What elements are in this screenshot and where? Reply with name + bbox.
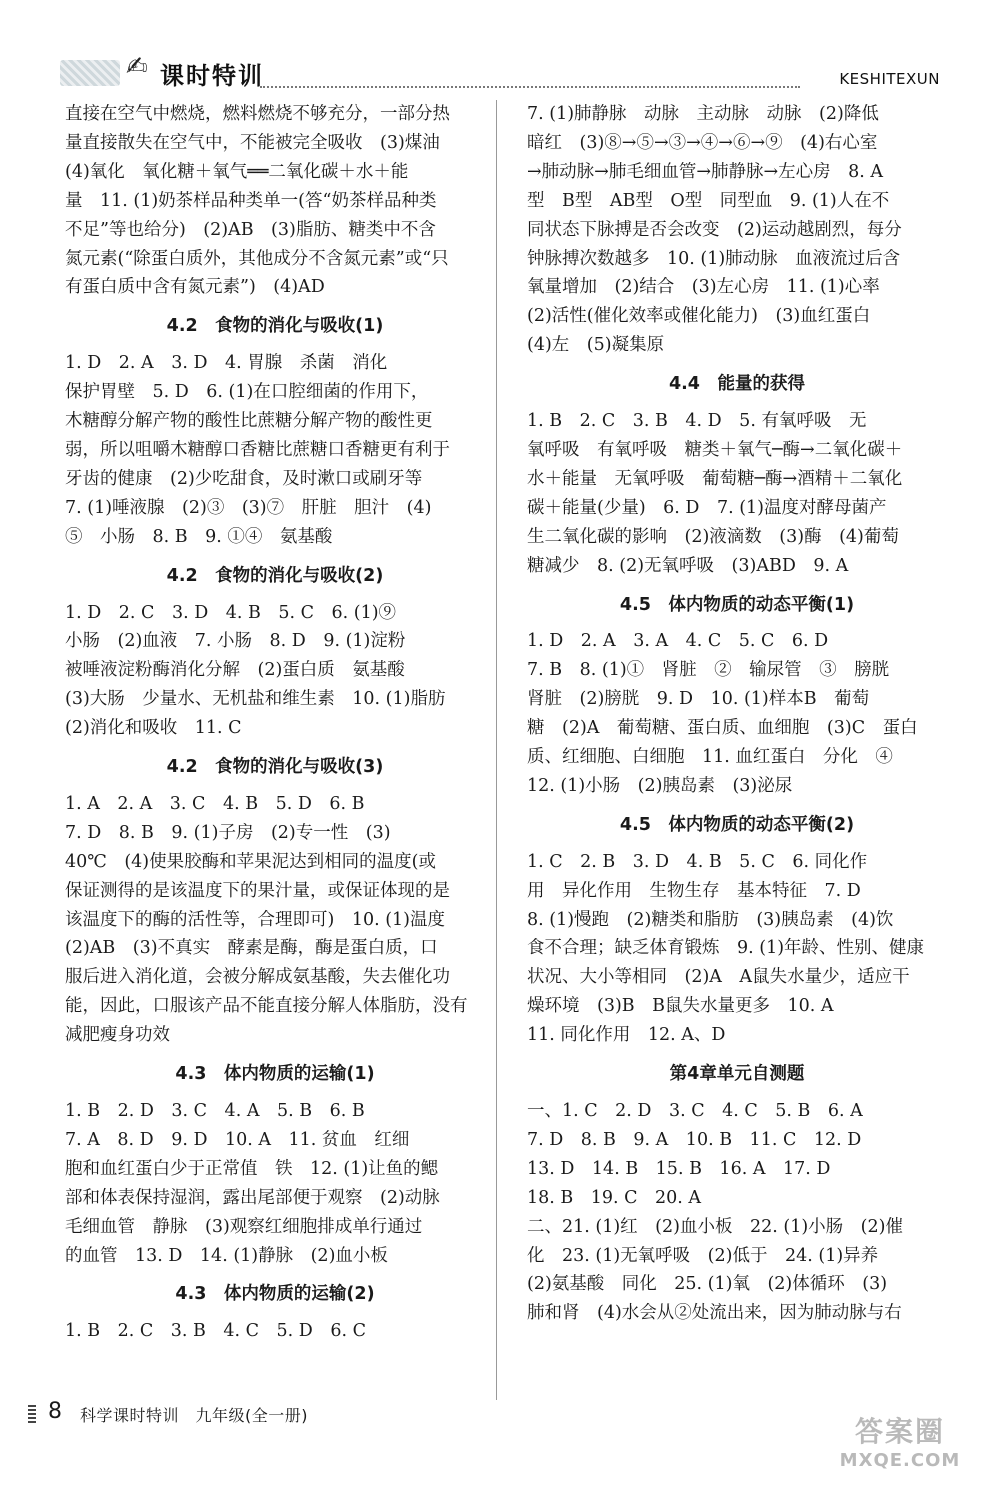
answer-line: 氧呼吸 有氧呼吸 糖类＋氧气─酶→二氧化碳＋	[527, 439, 903, 460]
answer-line: 7. (1)唾液腺 (2)③ (3)⑦ 肝脏 胆汁 (4)	[65, 497, 432, 518]
answer-line: 直接在空气中燃烧，燃料燃烧不够充分，一部分热	[65, 104, 450, 124]
answer-line: 量直接散失在空气中，不能被完全吸收 (3)煤油	[65, 132, 440, 153]
answer-line: 7. D 8. B 9. (1)子房 (2)专一性 (3)	[65, 822, 391, 843]
answer-line: 木糖醇分解产物的酸性比蔗糖分解产物的酸性更	[65, 411, 433, 432]
page-number: 8	[48, 1399, 62, 1424]
section-title: 4.2 食物的消化与吸收(1)	[166, 316, 384, 337]
watermark-url: MXQE.COM	[839, 1450, 961, 1471]
section-title: 4.3 体内物质的运输(2)	[175, 1284, 375, 1305]
page-footer	[28, 1399, 528, 1429]
answer-line: 1. C 2. B 3. D 4. B 5. C 6. 同化作	[527, 851, 868, 872]
answer-line: (2)AB (3)不真实 酵素是酶，酶是蛋白质，口	[65, 938, 438, 959]
answer-line: 牙齿的健康 (2)少吃甜食，及时漱口或刷牙等	[65, 468, 423, 489]
section-title: 4.3 体内物质的运输(1)	[175, 1064, 375, 1085]
answer-line: 不足”等也给分) (2)AB (3)脂肪、糖类中不含	[65, 219, 436, 240]
answer-line: 1. A 2. A 3. C 4. B 5. D 6. B	[65, 793, 365, 814]
answer-line: 40℃ (4)使果胶酶和苹果泥达到相同的温度(或	[65, 851, 436, 872]
answer-line: (2)氨基酸 同化 25. (1)氧 (2)体循环 (3)	[527, 1274, 888, 1295]
answer-line: 胞和血红蛋白少于正常值 铁 12. (1)让鱼的鳃	[65, 1158, 439, 1179]
answer-line: 同状态下脉搏是否会改变 (2)运动越剧烈，每分	[527, 219, 902, 240]
answer-line: (2)消化和吸收 11. C	[65, 718, 242, 739]
answer-line: 1. D 2. C 3. D 4. B 5. C 6. (1)⑨	[65, 602, 397, 623]
answer-line: (3)大肠 少量水、无机盐和维生素 10. (1)脂肪	[65, 689, 446, 710]
answer-line: 氧量增加 (2)结合 (3)左心房 11. (1)心率	[527, 277, 880, 298]
answer-line: (2)活性(催化效率或催化能力) (3)血红蛋白	[527, 306, 871, 327]
brand-title: 课时特训	[160, 62, 264, 90]
answer-line: 部和体表保持湿润，露出尾部便于观察 (2)动脉	[65, 1187, 440, 1208]
watermark-text: 答案圈	[854, 1415, 945, 1448]
column-divider	[496, 100, 497, 1400]
section-title: 4.2 食物的消化与吸收(3)	[166, 757, 384, 778]
answer-line: 保证测得的是该温度下的果汁量，或保证体现的是	[65, 880, 450, 901]
answer-line: 减肥瘦身功效	[65, 1025, 170, 1046]
answer-line: 7. D 8. B 9. A 10. B 11. C 12. D	[527, 1129, 862, 1150]
answer-line: 用 异化作用 生物生存 基本特征 7. D	[527, 880, 861, 901]
answer-line: 18. B 19. C 20. A	[527, 1187, 702, 1208]
answer-line: 8. (1)慢跑 (2)糖类和脂肪 (3)胰岛素 (4)饮	[527, 909, 894, 930]
answer-line: 有蛋白质中含有氮元素”) (4)AD	[65, 277, 325, 298]
answer-line: (4)氧化 氧化糖＋氧气══二氧化碳＋水＋能	[65, 161, 409, 182]
answer-line: 1. B 2. D 3. C 4. A 5. B 6. B	[65, 1101, 365, 1121]
answer-line: 1. B 2. C 3. B 4. C 5. D 6. C	[65, 1321, 366, 1342]
answer-line: 服后进入消化道，会被分解成氨基酸，失去催化功	[65, 967, 450, 988]
header-dotted-rule	[260, 86, 800, 88]
answer-line: (4)左 (5)凝集原	[527, 335, 665, 356]
book-title: 科学课时特训 九年级(全一册)	[80, 1406, 308, 1425]
answer-line: 肺和肾 (4)水会从②处流出来，因为肺动脉与右	[527, 1303, 902, 1324]
answer-line: 钟脉搏次数越多 10. (1)肺动脉 血液流过后含	[527, 248, 901, 269]
answer-line: 量 11. (1)奶茶样品种类单一(答“奶茶样品种类	[65, 190, 437, 211]
answer-line: 氮元素(“除蛋白质外，其他成分不含氮元素”或“只	[65, 248, 449, 269]
pen-icon: ✍	[126, 52, 148, 82]
answer-line: 碳＋能量(少量) 6. D 7. (1)温度对酵母菌产	[527, 497, 887, 518]
answer-line: →肺动脉→肺毛细血管→肺静脉→左心房 8. A	[527, 161, 884, 182]
left-answer-column	[65, 100, 485, 1346]
section-title: 第4章单元自测题	[669, 1064, 805, 1085]
answer-line: 型 B型 AB型 O型 同型血 9. (1)人在不	[527, 190, 890, 211]
answer-line: 毛细血管 静脉 (3)观察红细胞排成单行通过	[65, 1216, 423, 1237]
section-title: 4.2 食物的消化与吸收(2)	[166, 565, 384, 586]
answer-line: 水＋能量 无氧呼吸 葡萄糖─酶→酒精＋二氧化	[527, 468, 903, 489]
answer-line: 被唾液淀粉酶消化分解 (2)蛋白质 氨基酸	[65, 660, 405, 681]
answer-line: 7. (1)肺静脉 动脉 主动脉 动脉 (2)降低	[527, 104, 879, 124]
answer-line: 12. (1)小肠 (2)胰岛素 (3)泌尿	[527, 775, 793, 796]
section-title: 4.4 能量的获得	[668, 374, 805, 395]
answer-line: 二、21. (1)红 (2)血小板 22. (1)小肠 (2)催	[527, 1216, 903, 1237]
answer-line: 小肠 (2)血液 7. 小肠 8. D 9. (1)淀粉	[65, 631, 406, 652]
answer-line: 7. A 8. D 9. D 10. A 11. 贫血 红细	[65, 1129, 410, 1150]
answer-line: 食不合理；缺乏体育锻炼 9. (1)年龄、性别、健康	[527, 938, 925, 959]
page-header	[60, 48, 940, 98]
right-answer-column	[527, 100, 947, 1328]
answer-line: 7. B 8. (1)① 肾脏 ② 输尿管 ③ 膀胱	[527, 660, 890, 681]
logo-decoration	[60, 60, 120, 86]
answer-line: 质、红细胞、白细胞 11. 血红蛋白 分化 ④	[527, 747, 893, 768]
answer-line: 糖 (2)A 葡萄糖、蛋白质、血细胞 (3)C 蛋白	[527, 718, 918, 739]
watermark-logo	[820, 1410, 980, 1470]
answer-line: 燥环境 (3)B B鼠失水量更多 10. A	[527, 996, 834, 1017]
header-pinyin: KESHITEXUN	[839, 70, 940, 88]
answer-line: 保护胃壁 5. D 6. (1)在口腔细菌的作用下，	[65, 382, 429, 403]
answer-line: 肾脏 (2)膀胱 9. D 10. (1)样本B 葡萄	[527, 689, 870, 710]
answer-line: 能，因此，口服该产品不能直接分解人体脂肪，没有	[65, 996, 468, 1017]
answer-line: 13. D 14. B 15. B 16. A 17. D	[527, 1158, 831, 1179]
footer-mark	[28, 1405, 36, 1423]
answer-line: 11. 同化作用 12. A、D	[527, 1025, 726, 1046]
answer-line: 1. B 2. C 3. B 4. D 5. 有氧呼吸 无	[527, 411, 867, 432]
answer-line: 1. D 2. A 3. D 4. 胃腺 杀菌 消化	[65, 353, 388, 374]
answer-line: 状况、大小等相同 (2)A A鼠失水量少，适应干	[527, 967, 910, 988]
answer-line: 暗红 (3)⑧→⑤→③→④→⑥→⑨ (4)右心室	[527, 132, 878, 153]
answer-line: 糖减少 8. (2)无氧呼吸 (3)ABD 9. A	[527, 555, 849, 576]
answer-line: 一、1. C 2. D 3. C 4. C 5. B 6. A	[527, 1101, 863, 1121]
section-title: 4.5 体内物质的动态平衡(1)	[619, 594, 855, 615]
answer-line: 弱，所以咀嚼木糖醇口香糖比蔗糖口香糖更有利于	[65, 439, 450, 460]
answer-line: 化 23. (1)无氧呼吸 (2)低于 24. (1)异养	[527, 1245, 879, 1266]
answer-line: ⑤ 小肠 8. B 9. ①④ 氨基酸	[65, 526, 333, 547]
answer-line: 的血管 13. D 14. (1)静脉 (2)血小板	[65, 1245, 388, 1266]
section-title: 4.5 体内物质的动态平衡(2)	[619, 814, 855, 835]
answer-line: 1. D 2. A 3. A 4. C 5. C 6. D	[527, 631, 829, 652]
answer-line: 生二氧化碳的影响 (2)液滴数 (3)酶 (4)葡萄	[527, 526, 899, 547]
answer-line: 该温度下的酶的活性等，合理即可) 10. (1)温度	[65, 909, 446, 930]
